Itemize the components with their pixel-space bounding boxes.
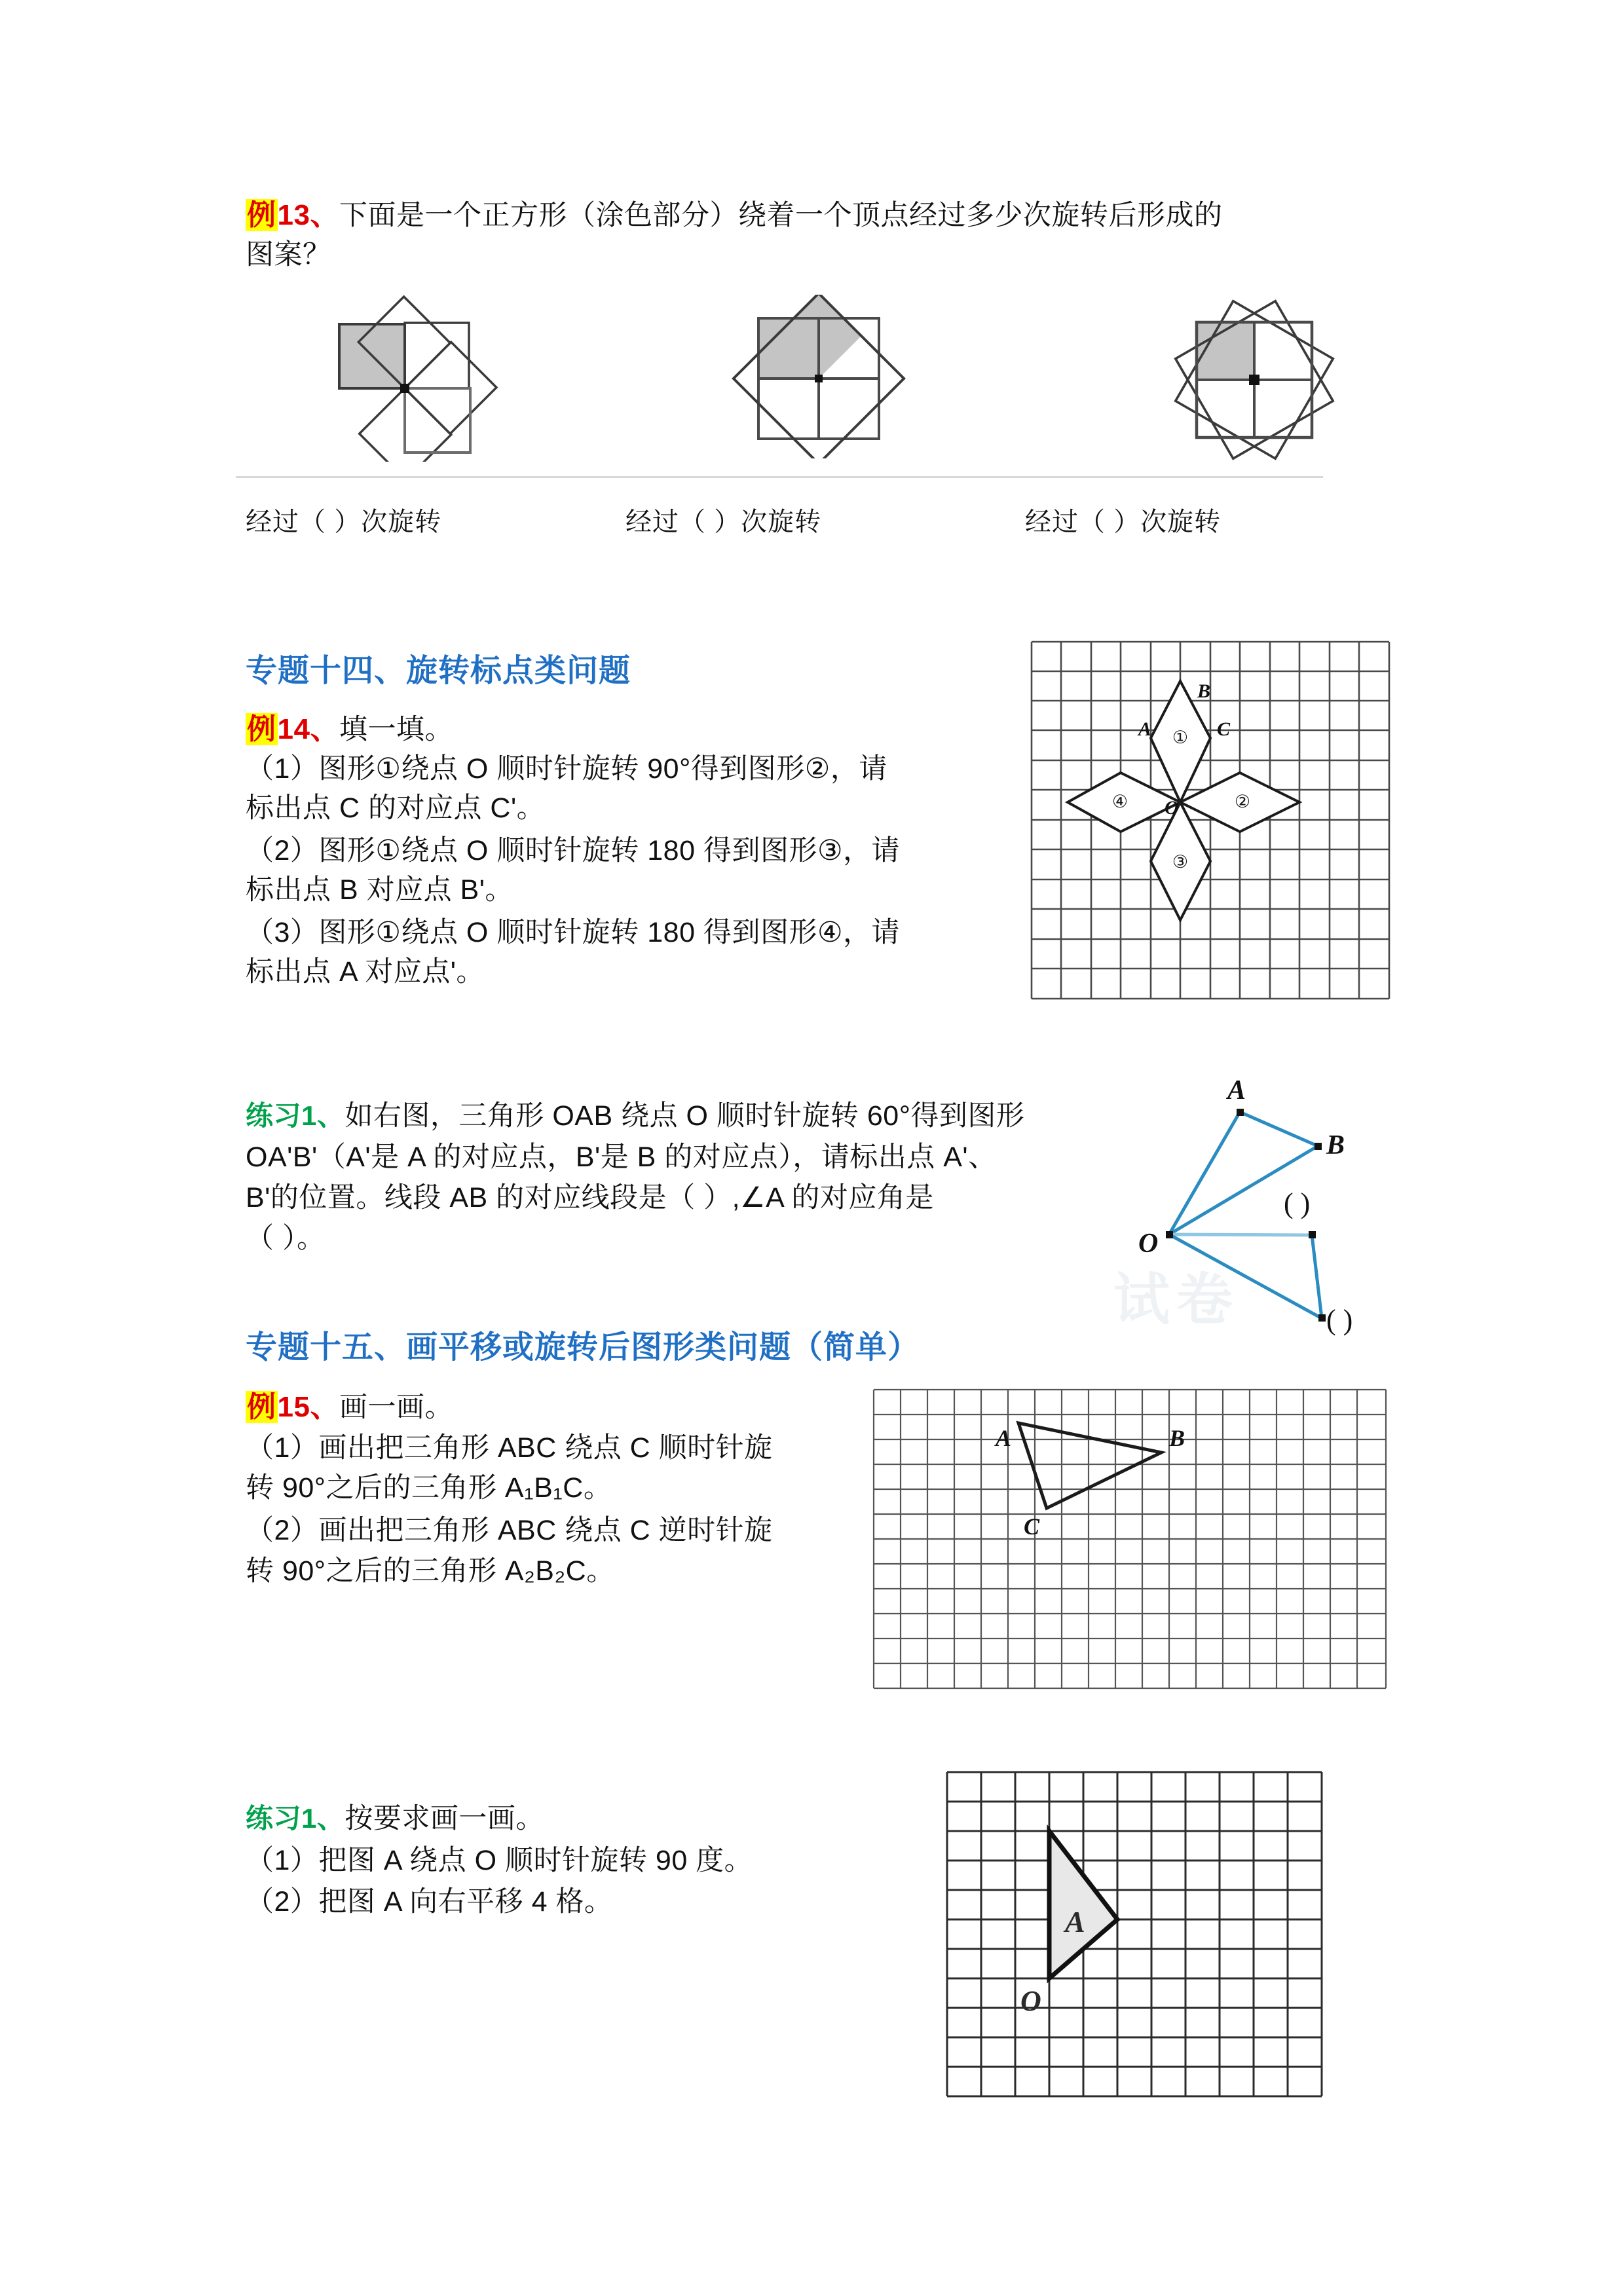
- svg-text:O: O: [1020, 1985, 1041, 2017]
- figure-triangle-abc-grid: [871, 1387, 1395, 1694]
- figure-triangle-oab-rotation: [1100, 1067, 1402, 1362]
- practice15-tag: 练习1、: [246, 1803, 345, 1834]
- section-heading-15: 专题十五、画平移或旋转后图形类问题（简单）: [246, 1330, 920, 1365]
- figure-rotated-squares-pinwheel: [321, 291, 517, 462]
- figure-four-rhombus-grid: [1028, 639, 1398, 1009]
- svg-text:④: ④: [1111, 792, 1129, 811]
- practice14-line-3: B'的位置。线段 AB 的对应线段是（ ）,∠A 的对应角是: [246, 1182, 934, 1213]
- example15-title-text: 画一画。: [339, 1392, 453, 1423]
- example14-line-2: 标出点 C 的对应点 C'。: [246, 792, 546, 824]
- example14-line-4: 标出点 B 对应点 B'。: [246, 874, 513, 906]
- example15-tag: 例15、: [247, 1391, 339, 1423]
- watermark-text: 试卷: [1113, 1268, 1239, 1331]
- svg-text:②: ②: [1234, 792, 1251, 811]
- practice14-line-1: [246, 1097, 1024, 1135]
- example13-heading-line2: 图案？: [246, 239, 331, 270]
- svg-text:A: A: [1138, 718, 1152, 740]
- svg-text:B: B: [1169, 1425, 1185, 1451]
- practice14-line-4: （ ）。: [246, 1223, 326, 1254]
- svg-text:( ): ( ): [1326, 1304, 1353, 1336]
- example14-tag: 例14、: [247, 713, 339, 745]
- practice15-title-line: [246, 1800, 544, 1838]
- figure-caption-3: 经过（ ）次旋转: [1025, 508, 1222, 536]
- svg-text:①: ①: [1172, 728, 1189, 747]
- section-heading-14: 专题十四、旋转标点类问题: [246, 654, 631, 688]
- figure-caption-2: 经过（ ）次旋转: [625, 508, 822, 536]
- svg-text:C: C: [1217, 718, 1231, 740]
- practice15-title-text: 按要求画一画。: [345, 1803, 544, 1834]
- example14-title-line: [246, 711, 453, 749]
- svg-text:A: A: [996, 1425, 1012, 1451]
- practice14-line-2: OA'B'（A'是 A 的对应点，B'是 B 的对应点），请标出点 A'、: [246, 1141, 997, 1173]
- example14-line-3: （2）图形①绕点 O 顺时针旋转 180 得到图形③，请: [246, 835, 900, 866]
- figure-row-divider: [236, 476, 1323, 478]
- figure-square-with-45-rotation: [727, 295, 910, 458]
- figure-square-star-six-rotations: [1153, 288, 1356, 465]
- example15-title-line: [246, 1388, 453, 1426]
- svg-text:③: ③: [1172, 852, 1189, 872]
- svg-text:C: C: [1024, 1513, 1040, 1540]
- example13-heading-line1: [246, 196, 1222, 234]
- figure-triangle-a-grid: [943, 1768, 1330, 2105]
- svg-text:A: A: [1227, 1075, 1246, 1105]
- example15-line-2: 转 90°之后的三角形 A₁B₁C。: [246, 1472, 612, 1504]
- example14-line-5: （3）图形①绕点 O 顺时针旋转 180 得到图形④，请: [246, 917, 900, 948]
- svg-text:B: B: [1197, 680, 1211, 702]
- svg-text:A: A: [1065, 1905, 1085, 1938]
- figure-caption-1: 经过（ ）次旋转: [246, 508, 442, 536]
- practice14-tag: 练习1、: [246, 1100, 345, 1131]
- svg-text:( ): ( ): [1284, 1187, 1311, 1219]
- example14-line-1: （1）图形①绕点 O 顺时针旋转 90°得到图形②，请: [246, 753, 887, 785]
- svg-text:O: O: [1138, 1229, 1159, 1259]
- svg-text:O: O: [1165, 797, 1179, 819]
- practice14-line-1-text: 如右图，三角形 OAB 绕点 O 顺时针旋转 60°得到图形: [345, 1100, 1025, 1132]
- example15-line-1: （1）画出把三角形 ABC 绕点 C 顺时针旋: [246, 1432, 773, 1464]
- example13-line1-text: 下面是一个正方形（涂色部分）绕着一个顶点经过多少次旋转后形成的: [339, 200, 1223, 231]
- example14-title-text: 填一填。: [339, 714, 453, 745]
- practice15-line-1: （1）把图 A 绕点 O 顺时针旋转 90 度。: [246, 1845, 753, 1876]
- example13-tag: 例13、: [247, 199, 339, 231]
- example15-line-3: （2）画出把三角形 ABC 绕点 C 逆时针旋: [246, 1515, 773, 1546]
- example15-line-4: 转 90°之后的三角形 A₂B₂C。: [246, 1555, 615, 1587]
- example14-line-6: 标出点 A 对应点'。: [246, 956, 485, 988]
- svg-text:B: B: [1326, 1130, 1345, 1160]
- practice15-line-2: （2）把图 A 向右平移 4 格。: [246, 1886, 613, 1917]
